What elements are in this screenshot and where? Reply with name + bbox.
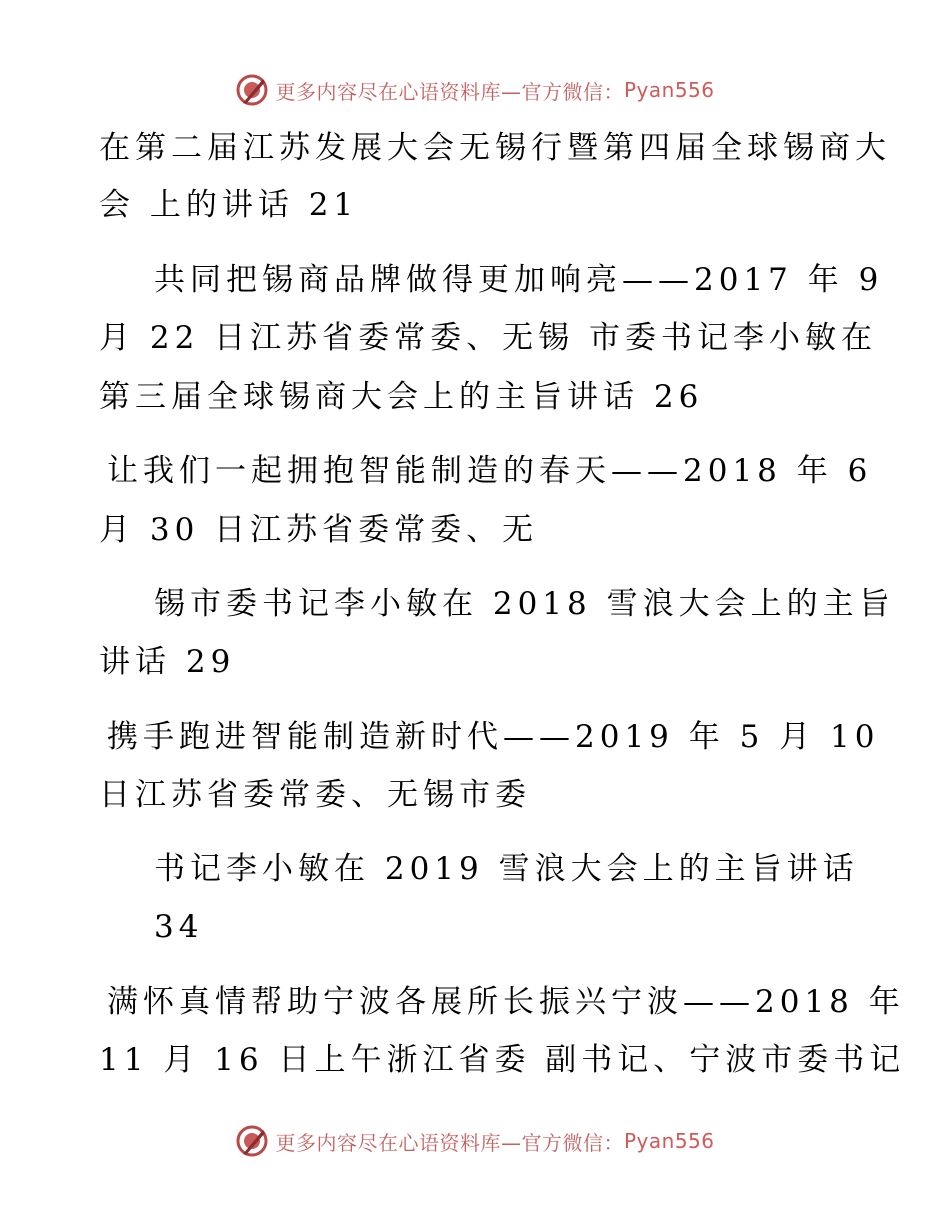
quill-logo-icon <box>235 1124 269 1158</box>
toc-line: 月 22 日江苏省委常委、无锡 市委书记李小敏在 <box>99 320 878 356</box>
toc-line: 满怀真情帮助宁波各展所长振兴宁波——2018 年 <box>107 984 905 1020</box>
toc-line: 在第二届江苏发展大会无锡行暨第四届全球锡商大 <box>99 130 891 166</box>
watermark-text: 更多内容尽在心语资料库—官方微信： <box>275 1130 624 1155</box>
toc-line: 日江苏省委常委、无锡市委 <box>99 777 531 813</box>
footer-watermark <box>0 1121 950 1161</box>
toc-line: 让我们一起拥抱智能制造的春天——2018 年 6 <box>107 453 873 489</box>
watermark-handle: Pyan556 <box>623 78 715 102</box>
toc-line: 月 30 日江苏省委常委、无 <box>99 512 539 548</box>
toc-line: 第三届全球锡商大会上的主旨讲话 26 <box>99 379 704 415</box>
toc-line: 书记李小敏在 2019 雪浪大会上的主旨讲话 <box>154 851 859 887</box>
toc-line: 11 月 16 日上午浙江省委 副书记、宁波市委书记 <box>99 1042 906 1078</box>
toc-line: 会 上的讲话 21 <box>99 187 359 223</box>
watermark-text: 更多内容尽在心语资料库—官方微信： <box>275 79 624 104</box>
watermark-handle: Pyan556 <box>623 1129 715 1153</box>
toc-line: 携手跑进智能制造新时代——2019 年 5 月 10 <box>107 719 880 755</box>
toc-line: 共同把锡商品牌做得更加响亮——2017 年 9 <box>154 262 884 298</box>
toc-line: 讲话 29 <box>99 644 236 680</box>
toc-line: 锡市委书记李小敏在 2018 雪浪大会上的主旨 <box>154 586 895 622</box>
toc-line: 34 <box>154 909 204 945</box>
